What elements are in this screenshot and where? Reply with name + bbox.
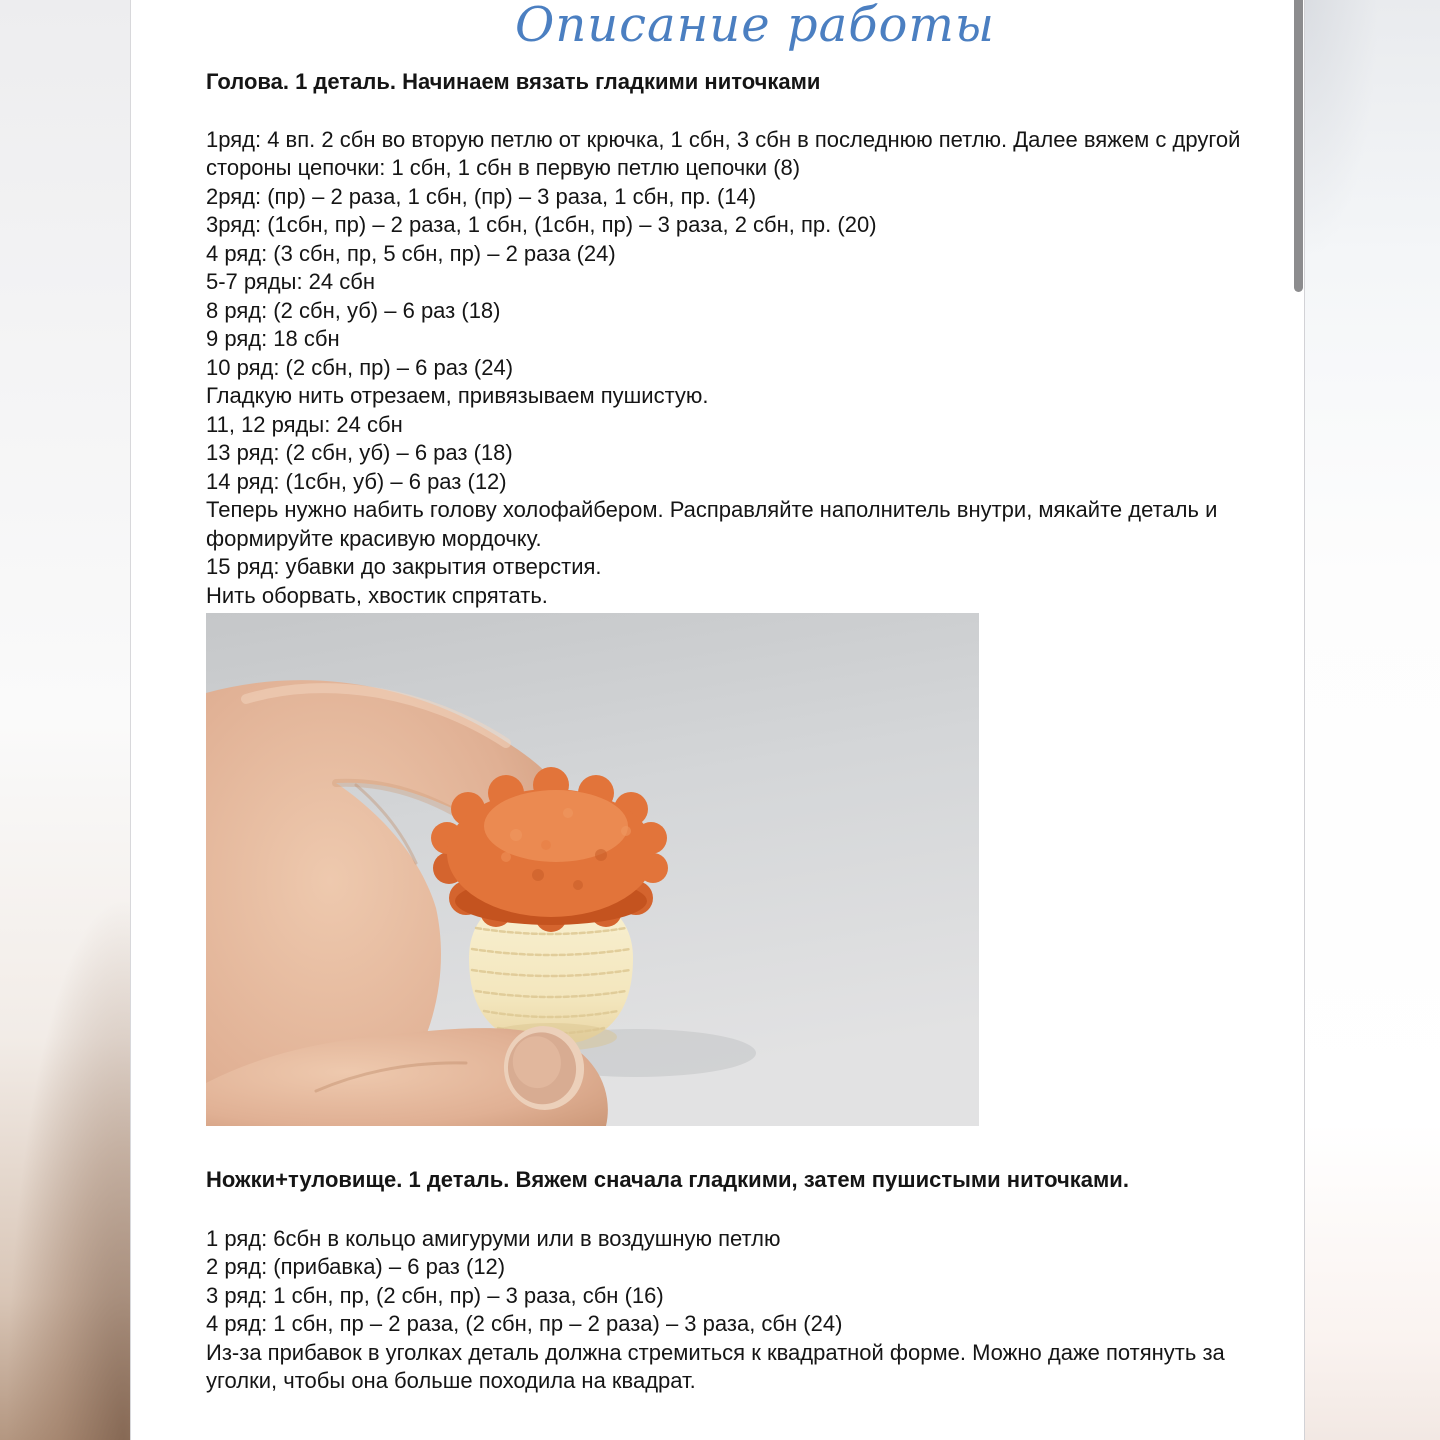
viewer-left-margin (0, 0, 130, 1440)
document-page (130, 0, 1305, 1440)
pattern-line: 15 ряд: убавки до закрытия отверстия. (206, 554, 602, 579)
section-body-heading: Ножки+туловище. 1 деталь. Вяжем сначала гладкими, затем пушистыми ниточками. (206, 1167, 1129, 1192)
pattern-line: 8 ряд: (2 сбн, уб) – 6 раз (18) (206, 297, 501, 323)
scrollbar-thumb[interactable] (1294, 0, 1303, 292)
page-title: Описание работы (514, 0, 996, 53)
pattern-line: уголки, чтобы она больше походила на квадрат. (206, 1368, 696, 1393)
pattern-line: 2ряд: (пр) – 2 раза, 1 сбн, (пр) – 3 раза, 1 сбн, пр. (14) (206, 183, 757, 209)
pattern-line: 2 ряд: (прибавка) – 6 раз (12) (206, 1254, 506, 1279)
pattern-line: 1ряд: 4 вп. 2 сбн во вторую петлю от крючка, 1 сбн, 3 сбн в последнюю петлю. Далее вяжем с другой (206, 126, 1241, 152)
viewer-right-margin (1305, 0, 1440, 1440)
pattern-line: 4 ряд: 1 сбн, пр – 2 раза, (2 сбн, пр – 2 раза) – 3 раза, сбн (24) (206, 1311, 843, 1336)
pattern-line: 4 ряд: (3 сбн, пр, 5 сбн, пр) – 2 раза (24) (206, 240, 616, 266)
pattern-line: 3 ряд: 1 сбн, пр, (2 сбн, пр) – 3 раза, сбн (16) (206, 1282, 664, 1308)
pattern-line: 1 ряд: 6сбн в кольцо амигуруми или в воздушную петлю (206, 1225, 781, 1251)
mushroom-photo (206, 613, 979, 1126)
pattern-line: Теперь нужно набить голову холофайбером. Расправляйте наполнитель внутри, мякайте деталь и (206, 497, 1218, 522)
cap-highlight (484, 790, 628, 862)
pattern-line: 9 ряд: 18 сбн (206, 326, 340, 351)
pattern-line: Нить оборвать, хвостик спрятать. (206, 582, 548, 608)
mushroom-photo-illustration (206, 613, 979, 1126)
section-body-lines (206, 1225, 1304, 1396)
pattern-line: 13 ряд: (2 сбн, уб) – 6 раз (18) (206, 440, 513, 465)
pattern-line: стороны цепочки: 1 сбн, 1 сбн в первую петлю цепочки (8) (206, 155, 801, 180)
pattern-line: 3ряд: (1сбн, пр) – 2 раза, 1 сбн, (1сбн, пр) – 3 раза, 2 сбн, пр. (20) (206, 212, 877, 237)
pattern-line: 10 ряд: (2 сбн, пр) – 6 раз (24) (206, 354, 514, 380)
section-head-lines (206, 126, 1304, 611)
pattern-line: 11, 12 ряды: 24 сбн (206, 411, 403, 437)
pattern-line: Гладкую нить отрезаем, привязываем пушистую. (206, 383, 709, 408)
pattern-line: 14 ряд: (1сбн, уб) – 6 раз (12) (206, 468, 507, 494)
section-head-heading: Голова. 1 деталь. Начинаем вязать гладкими ниточками (206, 69, 821, 94)
pattern-line: 5-7 ряды: 24 сбн (206, 269, 376, 294)
pattern-line: Из-за прибавок в уголках деталь должна стремиться к квадратной форме. Можно даже потянуть за (206, 1339, 1225, 1365)
pattern-line: формируйте красивую мордочку. (206, 525, 542, 551)
